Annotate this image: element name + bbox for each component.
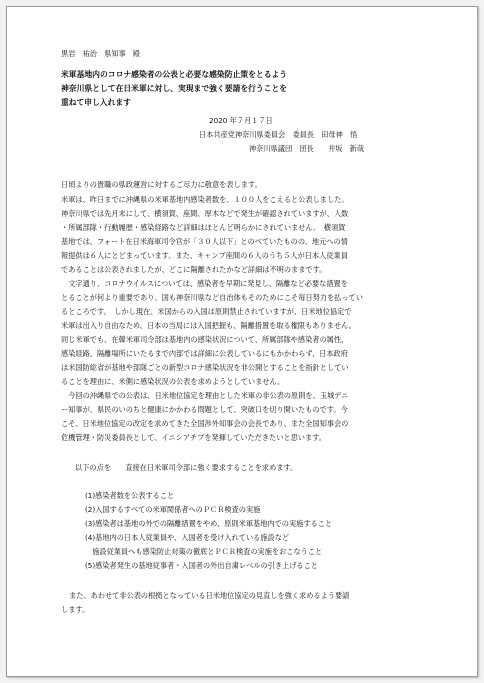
demand-item: 施設従業員へも感染防止対策の徹底とＰＣＲ検査の実施をおこなうこと [85, 547, 323, 556]
demand-item: (3)感染者は基地の外での隔離措置をやめ、原則米軍基地内での実施すること [85, 519, 333, 528]
date: 2020 年７月１７日 [209, 116, 273, 125]
body-line: 米軍は出入り自由なため、日本の当局には入国把握も、隔離措置を取る権限もありません。 [61, 321, 356, 330]
body-line: とることが何より重要であり、国も神奈川県など自治体もそのためにこそ毎日努力を払ってい [61, 293, 363, 302]
body-line: 同じ米軍でも、在韓米軍司令部は基地内の感染状況について、所属部隊や感染者の属性、 [61, 335, 349, 344]
body-line: ・所属部隊・行動履歴・感染経路など詳細はほとんど明らかにされていません。 横須賀 [61, 223, 346, 232]
body-line: は米国防総省が基地や部隊ごとの新型コロナ感染状況を非公開とすることを指針としてい [61, 363, 349, 372]
body-line: 米軍は、昨日までに沖縄県の米軍基地内感染者数を、１００人をこえると公表しました。 [61, 195, 349, 204]
sender-committee: 日本共産党神奈川県委員会 委員長 田母神 悟 [199, 130, 358, 139]
demand-item: (4)基地内の日本人従業員や、入国者を受け入れている施設など [85, 533, 290, 542]
document-page [6, 6, 478, 677]
body-line: るところです。 しかし現在、米国からの入国は原則禁止されていますが、日米地位協定で [61, 307, 352, 316]
body-line: 神奈川県では先月末にして、横須賀、座間、厚木などで発生が確認されていますが、人数 [61, 209, 349, 218]
body-line: ー知事が、県民のいのちと健康にかかわる問題として、突破口を切り開いたものです。今 [61, 405, 348, 414]
body-line: 危機管理・防災委員長として、イニシアチブを発揮していただきたいと思います。 [61, 433, 326, 442]
title-line: 重ねて申し入れます [61, 98, 131, 107]
closing-line: します。 [61, 605, 90, 614]
title-line: 米軍基地内のコロナ感染者の公表と必要な感染防止策をとるよう [61, 70, 288, 79]
body-line: であることは公表されましたが、どこに隔離されたかなど詳細は不明のままです。 [61, 265, 327, 274]
closing-line: また、あわせて非公表の根拠となっている日米地位協定の見直しを強く求めるよう要請 [69, 591, 350, 600]
addressee: 黒岩 祐治 県知事 殿 [61, 49, 141, 58]
body-line: 日頃よりの貴職の県政運営に対するご尽力に敬意を表します。 [61, 180, 262, 189]
body-line: 感染経路、隔離場所にいたるまで内部では詳細に公表しているにもかかわらず、日本政府 [61, 349, 348, 358]
body-line: 報提供は６人にとどまっています。また、キャンプ座間の６人のうち５人が日本人従業員 [61, 251, 348, 260]
body-line: 今回の沖縄県での公表は、日米地位協定を理由とした米軍の非公表の原則を、玉城デニ [61, 391, 349, 400]
body-line: ることを理由に、米側に感染状況の公表を求めようとしていません。 [61, 377, 285, 386]
body-line: こそ、日米地位協定の改定を求めてきた全国渉外知事会の会長であり、また全国知事会の [61, 419, 349, 428]
title-line: 神奈川県として在日米軍に対し、実現まで強く要請を行うことを [61, 84, 288, 93]
body-line: 文字通り、コロナウイルスについては、感染者を早期に発見し、隔離など必要な措置を [61, 279, 348, 288]
body-line: 基地では、フォート在日米海軍司令官が「３０人以下」とのべていたものの、地元への情 [61, 237, 348, 246]
request-intro: 以下の点を 直接在日米軍司令部に強く要求することを求めます。 [75, 463, 298, 472]
demand-item: (2)入国するすべての米軍関係者へのＰＣＲ検査の実施 [85, 505, 261, 514]
demand-item: (5)感染者発生の基地従事者・入国者の外出自粛レベルの引き上げること [85, 561, 318, 570]
sender-council: 神奈川県議団 団長 井坂 新哉 [249, 144, 365, 153]
demand-item: (1)感染者数を公表すること [85, 491, 175, 500]
